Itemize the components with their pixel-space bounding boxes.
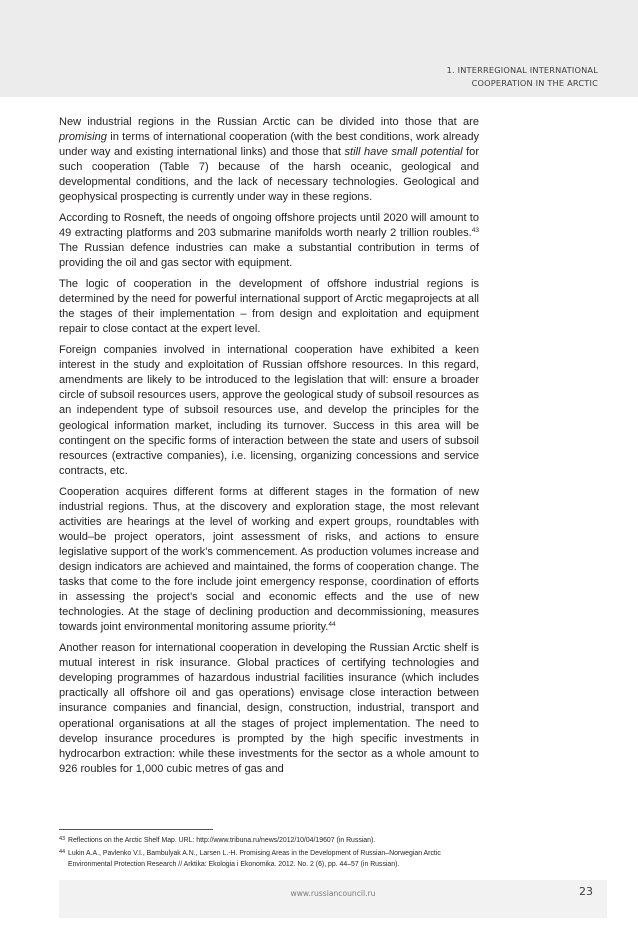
paragraph-4: Foreign companies involved in international cooperation have exhibited a keen interest in the study and exploitation of Russian offshore resources. In this regard, amendments are likely to be introduced to the legislation that will: ensure a broader circle of subsoil resources users, approve the geological study of subsoil resources as an independent type of subsoil resources use, and develop the principles for the geological information market, including its turnover. Success in this area will be contingent on the specific forms of interaction between the state and users of subsoil resources (extractive companies), i.e. licensing, organizing concessions and service contracts, etc.	[59, 344, 479, 477]
paragraph-2	[59, 211, 479, 271]
footnote-ref-43[interactable]: 43	[471, 227, 479, 235]
paragraph-1-text-c: in terms of international cooperation (with the best conditions, work already under way and existing international links) and those that	[59, 131, 479, 159]
paragraph-1-emphasis-small-potential: still have small potential	[344, 146, 463, 159]
paragraph-1-text-e: for such cooperation (Table 7) because of the harsh oceanic, geological and developmental conditions, and the lack of necessary technologies. Geological and geophysical prospecting is currently under way in these regions.	[59, 146, 479, 204]
footnote-divider	[59, 829, 213, 830]
paragraph-1	[59, 115, 479, 206]
footer-band	[59, 880, 607, 918]
paragraph-1-text-a: New industrial regions in the Russian Arctic can be divided into those that are	[59, 116, 479, 128]
running-header-line-2: COOPERATION IN THE ARCTIC	[471, 78, 598, 88]
running-header	[447, 64, 598, 90]
footnote-text: Reflections on the Arctic Shelf Map. URL: http://www.tribuna.ru/news/2012/10/04/19607 (in Russian).	[68, 837, 376, 844]
footnote-ref-44[interactable]: 44	[328, 621, 336, 629]
header-band	[0, 0, 638, 97]
footnote-number: 43	[59, 836, 66, 842]
running-header-line-1: 1. INTERREGIONAL INTERNATIONAL	[446, 65, 598, 75]
footnote-text: Lukin A.A., Pavlenko V.I., Bambulyak A.N., Larsen L.-H. Promising Areas in the Development of Russian–Norwegian Arctic Environmental Protection Research // Arktika: Ekologia i Ekonomika. 2012. No. 2 (6), pp. 44–57 (in Russian).	[68, 850, 441, 868]
paragraph-3: The logic of cooperation in the development of offshore industrial regions is determined by the need for powerful international support of Arctic megaprojects at all the stages of their implementation – from design and exploitation and equipment repair to close contact at the expert level.	[59, 278, 479, 336]
paragraph-6: Another reason for international cooperation in developing the Russian Arctic shelf is mutual interest in risk insurance. Global practices of certifying technologies and developing programmes of hazardous industrial facilities insurance (which includes practically all offshore oil and gas operations) envisage close interaction between insurance companies and financial, design, construction, industrial, transport and operational organisations at all the stages of project implementation. The need to develop insurance procedures is prompted by the high specific investments in hydrocarbon extraction: while these investments for the sector as a whole amount to 926 roubles for 1,000 cubic metres of gas and	[59, 642, 479, 775]
paragraph-5-text: Cooperation acquires different forms at different stages in the formation of new industrial regions. Thus, at the discovery and exploration stage, the most relevant activities are hearings at the level of working and expert groups, roundtables with would–be project operators, joint assessment of risks, and actions to ensure legislative support of the work’s commencement. As production volumes increase and design indicators are achieved and maintained, the forms of cooperation change. The tasks that come to the fore include joint emergency response, coordination of efforts in assessing the project’s social and economic effects and the use of new technologies. At the stage of declining production and decommissioning, measures towards joint environmental monitoring assume priority.	[59, 485, 479, 634]
paragraph-1-emphasis-promising: promising	[59, 131, 107, 144]
footnote-44	[59, 849, 479, 870]
paragraph-5	[59, 485, 479, 636]
site-url-link[interactable]: www.russiancouncil.ru	[290, 889, 376, 898]
footnote-number: 44	[59, 849, 66, 856]
footnotes	[59, 836, 479, 873]
footnote-43	[59, 836, 479, 846]
paragraph-2-text-b: The Russian defence industries can make a substantial contribution in terms of providing the oil and gas sector with equipment.	[59, 242, 479, 270]
body-text	[59, 115, 479, 783]
paragraph-2-text-a: According to Rosneft, the needs of ongoing offshore projects until 2020 will amount to 49 extracting platforms and 203 submarine manifolds worth nearly 2 trillion roubles.	[59, 212, 479, 240]
page-number: 23	[579, 885, 593, 898]
